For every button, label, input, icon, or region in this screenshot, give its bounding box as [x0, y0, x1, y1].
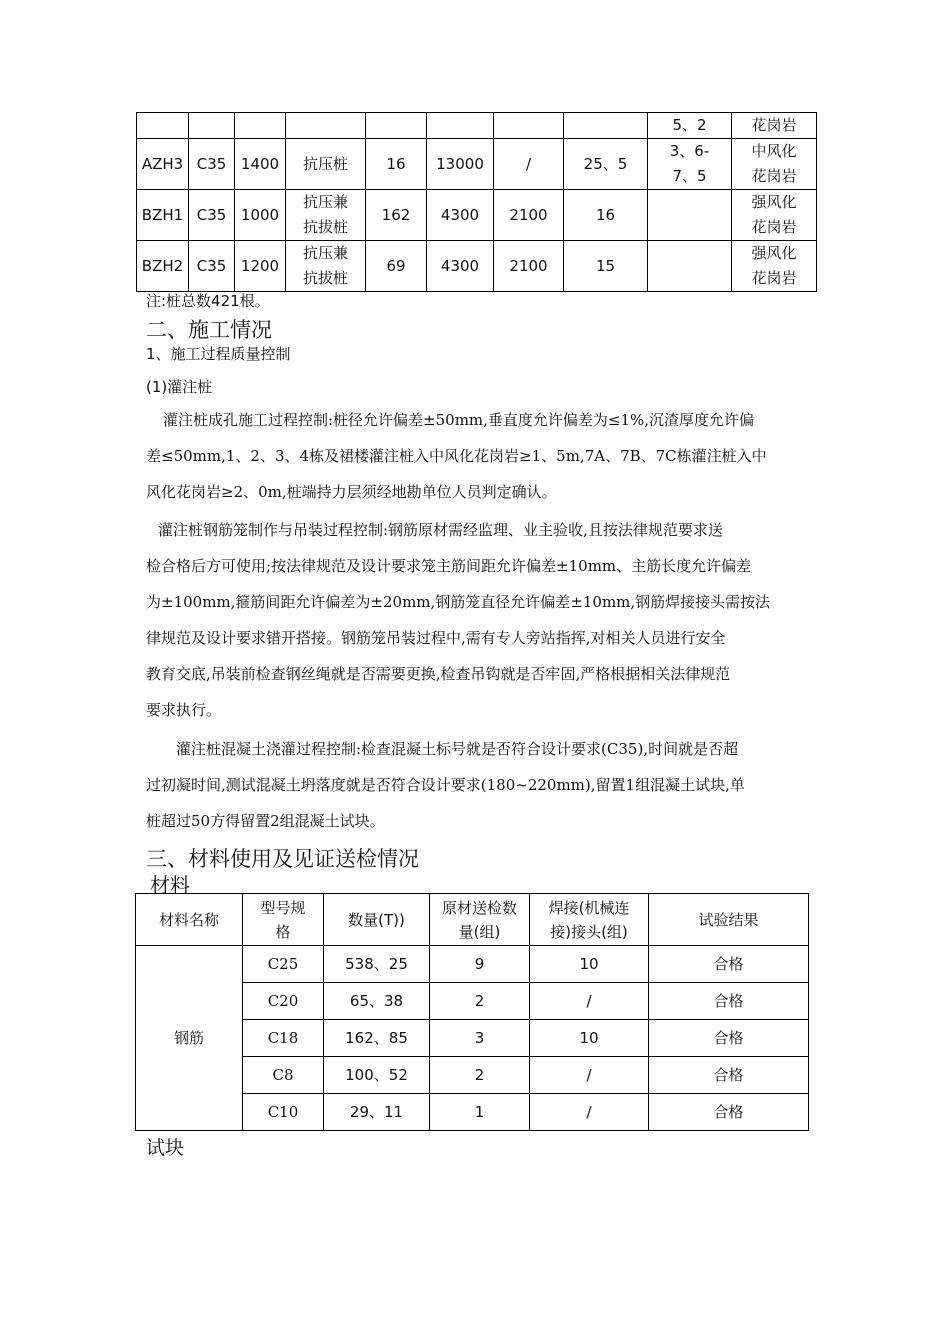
- pile-table-cell: [189, 113, 235, 139]
- pile-table-cell: 3、6- 7、5: [648, 139, 732, 190]
- section-2-title: 二、施工情况: [146, 318, 272, 342]
- pile-table-cell: C35: [189, 190, 235, 241]
- pile-table-cell: [564, 113, 648, 139]
- pile-table-cell: BZH1: [137, 190, 189, 241]
- section-3-title: 三、材料使用及见证送检情况: [146, 847, 419, 871]
- pile-table-cell: 2100: [494, 190, 564, 241]
- materials-header-cell: 焊接(机械连 接)接头(组): [530, 894, 649, 946]
- materials-cell: C20: [243, 983, 324, 1020]
- para-3-line-2: 过初凝时间,测试混凝土坍落度就是否符合设计要求(180~220mm),留置1组混凝土试块,单: [146, 776, 745, 794]
- pile-table-cell: [427, 113, 494, 139]
- materials-cell: 2: [430, 983, 530, 1020]
- pile-table-row: [137, 113, 817, 139]
- materials-cell: 9: [430, 946, 530, 983]
- pile-table-cell: 5、2: [648, 113, 732, 139]
- materials-cell: 合格: [649, 1057, 809, 1094]
- pile-table-cell: [366, 113, 427, 139]
- pile-table-cell: 16: [366, 139, 427, 190]
- pile-table-cell: 花岗岩: [732, 113, 817, 139]
- pile-table-row: [137, 139, 817, 190]
- pile-table-cell: [235, 113, 286, 139]
- pile-table-cell: 25、5: [564, 139, 648, 190]
- pile-table-cell: 抗压兼 抗拔桩: [286, 241, 366, 292]
- materials-cell: 合格: [649, 983, 809, 1020]
- materials-cell: 10: [530, 946, 649, 983]
- materials-cell: /: [530, 1057, 649, 1094]
- materials-cell: 合格: [649, 1020, 809, 1057]
- materials-cell: 1: [430, 1094, 530, 1131]
- materials-cell: 162、85: [324, 1020, 430, 1057]
- para-1-line-2: 差≤50mm,1、2、3、4栋及裙楼灌注桩入中风化花岗岩≥1、5m,7A、7B、7C栋灌注桩入中: [146, 447, 767, 465]
- para-1-line-1: 灌注桩成孔施工过程控制:桩径允许偏差±50mm,垂直度允许偏差为≤1%,沉渣厚度允许偏: [163, 411, 755, 429]
- materials-cell: 29、11: [324, 1094, 430, 1131]
- materials-header-cell: 原材送检数 量(组): [430, 894, 530, 946]
- materials-cell: C18: [243, 1020, 324, 1057]
- materials-table-body: [136, 894, 809, 1131]
- pile-table-cell: BZH2: [137, 241, 189, 292]
- pile-table-cell: 13000: [427, 139, 494, 190]
- pile-table-cell: [648, 190, 732, 241]
- pile-table-cell: /: [494, 139, 564, 190]
- pile-table-cell: 中风化 花岗岩: [732, 139, 817, 190]
- materials-cell: C10: [243, 1094, 324, 1131]
- pile-table-cell: [648, 241, 732, 292]
- pile-table-cell: [137, 113, 189, 139]
- pile-table-cell: 强风化 花岗岩: [732, 190, 817, 241]
- materials-cell: /: [530, 983, 649, 1020]
- pile-count-note: 注:桩总数421根。: [146, 292, 270, 310]
- materials-cell: 65、38: [324, 983, 430, 1020]
- section-2-subtitle: 1、施工过程质量控制: [146, 345, 291, 363]
- materials-row: [136, 946, 809, 983]
- materials-label: 材料: [150, 873, 190, 897]
- materials-cell: C8: [243, 1057, 324, 1094]
- materials-header-row: [136, 894, 809, 946]
- pile-table-cell: 抗压兼 抗拔桩: [286, 190, 366, 241]
- pile-table-cell: C35: [189, 241, 235, 292]
- para-2-line-2: 检合格后方可使用;按法律规范及设计要求笼主筋间距允许偏差±10mm、主筋长度允许偏差: [146, 557, 752, 575]
- materials-table: [135, 893, 809, 1131]
- materials-cell: C25: [243, 946, 324, 983]
- pile-table-cell: [494, 113, 564, 139]
- materials-cell: 3: [430, 1020, 530, 1057]
- para-2-line-1: 灌注桩钢筋笼制作与吊装过程控制:钢筋原材需经监理、业主验收,且按法律规范要求送: [158, 521, 723, 539]
- materials-cell: 538、25: [324, 946, 430, 983]
- pile-table-row: [137, 241, 817, 292]
- para-1-line-3: 风化花岗岩≥2、0m,桩端持力层须经地勘单位人员判定确认。: [146, 483, 557, 501]
- materials-cell: /: [530, 1094, 649, 1131]
- para-2-line-3: 为±100mm,箍筋间距允许偏差为±20mm,钢筋笼直径允许偏差±10mm,钢筋焊接接头需按法: [146, 593, 771, 611]
- pile-table-cell: 162: [366, 190, 427, 241]
- pile-table-cell: AZH3: [137, 139, 189, 190]
- para-2-line-4: 律规范及设计要求错开搭接。钢筋笼吊装过程中,需有专人旁站指挥,对相关人员进行安全: [146, 629, 726, 647]
- pile-table-body: [137, 113, 817, 292]
- paragraph-rebar-cage: [146, 512, 806, 728]
- pile-table-cell: C35: [189, 139, 235, 190]
- pile-table-cell: 15: [564, 241, 648, 292]
- materials-cell: 合格: [649, 946, 809, 983]
- pile-table-cell: 4300: [427, 241, 494, 292]
- pile-table-cell: 1000: [235, 190, 286, 241]
- materials-cell: 合格: [649, 1094, 809, 1131]
- para-3-line-1: 灌注桩混凝土浇灌过程控制:检查混凝土标号就是否符合设计要求(C35),时间就是否超: [176, 740, 739, 758]
- materials-header-cell: 型号规 格: [243, 894, 324, 946]
- pile-table: [136, 112, 817, 292]
- test-block-label: 试块: [146, 1137, 185, 1159]
- pile-table-cell: 2100: [494, 241, 564, 292]
- para-2-line-5: 教育交底,吊装前检查钢丝绳就是否需要更换,检查吊钩就是否牢固,严格根据相关法律规范: [146, 665, 731, 683]
- pile-table-cell: 4300: [427, 190, 494, 241]
- materials-group-cell: 钢筋: [136, 946, 243, 1131]
- materials-header-cell: 试验结果: [649, 894, 809, 946]
- paragraph-hole-forming: [146, 402, 806, 510]
- materials-cell: 2: [430, 1057, 530, 1094]
- pile-table-cell: 1400: [235, 139, 286, 190]
- pile-table-cell: 1200: [235, 241, 286, 292]
- materials-cell: 100、52: [324, 1057, 430, 1094]
- materials-header-cell: 数量(T)): [324, 894, 430, 946]
- pile-table-cell: 69: [366, 241, 427, 292]
- materials-header-cell: 材料名称: [136, 894, 243, 946]
- section-2-item: (1)灌注桩: [146, 378, 213, 396]
- pile-table-cell: [286, 113, 366, 139]
- pile-table-cell: 强风化 花岗岩: [732, 241, 817, 292]
- pile-table-cell: 抗压桩: [286, 139, 366, 190]
- pile-table-row: [137, 190, 817, 241]
- para-3-line-3: 桩超过50方得留置2组混凝土试块。: [146, 812, 385, 830]
- pile-table-cell: 16: [564, 190, 648, 241]
- para-2-line-6: 要求执行。: [146, 701, 222, 719]
- materials-cell: 10: [530, 1020, 649, 1057]
- paragraph-concrete-pouring: [146, 731, 806, 839]
